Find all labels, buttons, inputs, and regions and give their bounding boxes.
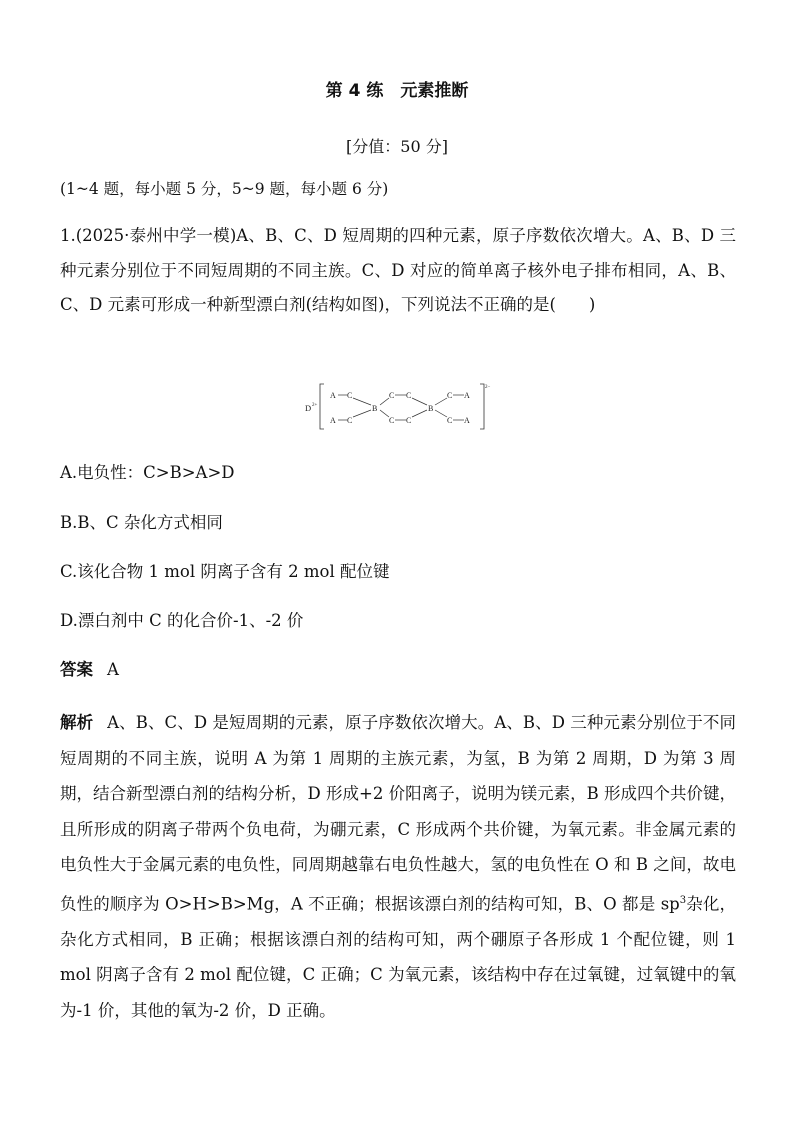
answer-value: A [107,660,119,679]
option-a: A.电负性：C>B>A>D [60,463,235,482]
figure-cation-charge: 2+ [312,403,318,408]
explanation [60,705,736,1028]
question-stem: 1.(2025·泰州中学一模)A、B、C、D 短周期的四种元素，原子序数依次增大。A、B、D 三种元素分别位于不同短周期的不同主族。C、D 对应的简单离子核外电子排布相同，A、B、C、D 元素可形成一种新型漂白剂(结构如图)，下列说法不正确的是( ) [60,226,736,314]
bleach-structure-figure [300,380,500,432]
scoring-note: (1~4 题，每小题 5 分，5~9 题，每小题 6 分) [60,180,389,198]
figure-atom: C [347,416,353,425]
figure-atom: C [347,391,353,400]
figure-atom: C [389,391,395,400]
explanation-superscript: 3 [679,894,687,906]
figure-atom: C [447,416,453,425]
figure-bracket-left [320,384,324,429]
figure-atom: A [464,391,470,400]
figure-atom: C [389,416,395,425]
figure-anion-charge: 2− [485,385,491,390]
page-title: 第 4 练 元素推断 [325,81,469,101]
figure-atom: A [330,391,336,400]
explanation-label: 解析 [60,713,94,732]
figure-atom: A [330,416,336,425]
explanation-text-2: 杂化，杂化方式相同，B 正确；根据该漂白剂的结构可知，两个硼原子各形成 1 个配位键，则 1 mol 阴离子含有 2 mol 配位键，C 正确；C 为氧元素，该结构中存在过氧键，过氧键中的氧为-1 价，其他的氧为-2 价，D 正确。 [60,894,737,1020]
figure-atom: B [372,404,378,413]
answer-label: 答案 [60,660,93,679]
score-info: [分值：50 分] [346,137,448,156]
figure-atom: A [464,416,470,425]
option-b: B.B、C 杂化方式相同 [60,513,223,532]
option-c: C.该化合物 1 mol 阴离子含有 2 mol 配位键 [60,562,390,581]
figure-cation: D [305,403,312,413]
explanation-text-1: A、B、C、D 是短周期的元素，原子序数依次增大。A、B、D 三种元素分别位于不同短周期的不同主族，说明 A 为第 1 周期的主族元素，为氢，B 为第 2 周期，D 为第 3 周期，结合新型漂白剂的结构分析，D 形成+2 价阳离子，说明为镁元素，B 形成四个共价键，且所形成的阴离子带两个负电荷，为硼元素，C 形成两个共价键，为氧元素。非金属元素的电负性大于金属元素的电负性，同周期越靠右电负性越大，氢的电负性在 O 和 B 之间，故电负性的顺序为 O>H>B>Mg，A 不正确；根据该漂白剂的结构可知，B、O 都是 sp [60,713,737,913]
option-d: D.漂白剂中 C 的化合价-1、-2 价 [60,611,304,630]
figure-atom: C [406,391,412,400]
figure-bracket-right [480,384,484,429]
answer-line [60,656,119,680]
figure-atom: B [428,404,434,413]
figure-atom: C [406,416,412,425]
figure-atom: C [447,391,453,400]
